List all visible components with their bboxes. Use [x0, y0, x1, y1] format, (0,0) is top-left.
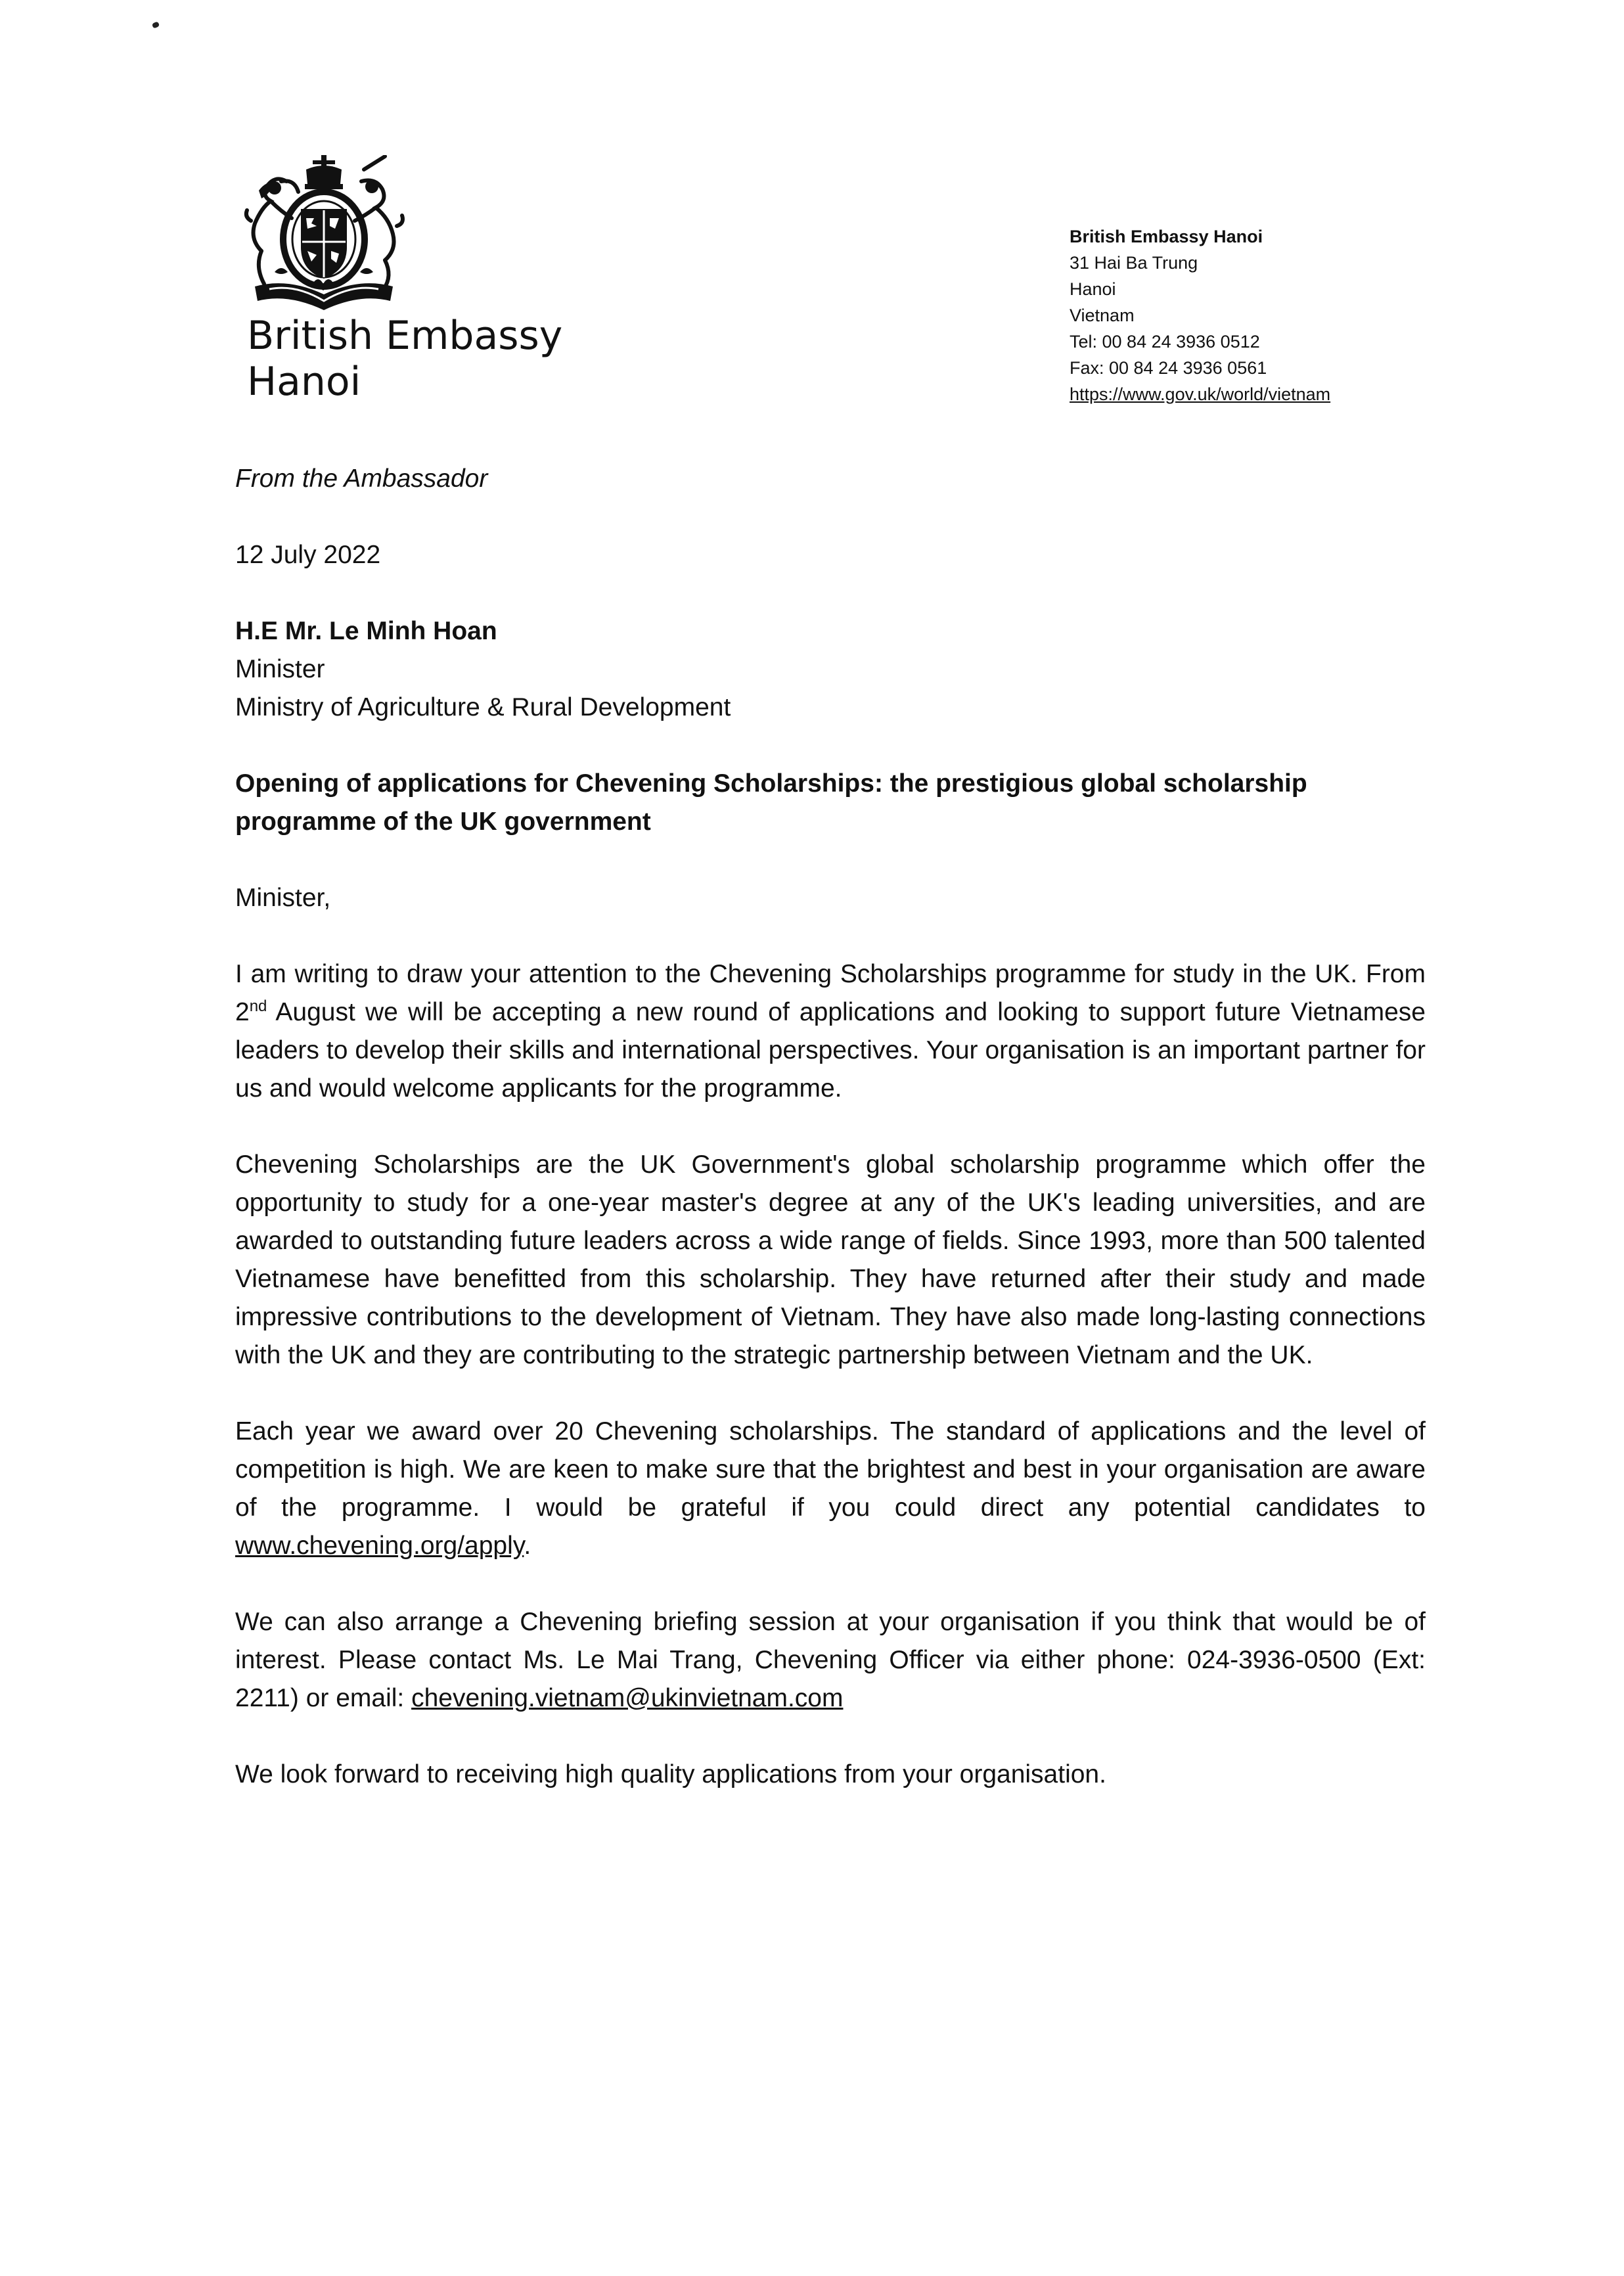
scan-speck: [152, 21, 160, 28]
address-fax: Fax: 00 84 24 3936 0561: [1070, 358, 1267, 378]
letter-date: 12 July 2022: [235, 541, 381, 569]
paragraph-3-after: .: [524, 1532, 531, 1560]
address-country: Vietnam: [1070, 306, 1135, 325]
letter-body: [235, 460, 1426, 1832]
embassy-address: [1070, 223, 1330, 407]
embassy-name-line2: Hanoi: [247, 359, 361, 405]
paragraph-1-superscript: nd: [249, 997, 267, 1015]
embassy-name: [247, 313, 562, 405]
letter-subject: Opening of applications for Chevening Scholarships: the prestigious global scholarship programme of the UK government: [235, 769, 1307, 836]
paragraph-4-before: We can also arrange a Chevening briefing session at your organisation if you think that would be of interest. Please contact Ms. Le Mai Trang, Chevening Officer via either phone: 024-3936-0500 (Ext: 2211) or email:: [235, 1608, 1426, 1712]
address-street: 31 Hai Ba Trung: [1070, 253, 1198, 273]
paragraph-1-before: I am writing to draw your attention to the Chevening Scholarships programme for study in the UK. From 2: [235, 960, 1426, 1026]
royal-coat-of-arms-icon: [235, 155, 413, 319]
letter-salutation: Minister,: [235, 884, 331, 912]
recipient-name: H.E Mr. Le Minh Hoan: [235, 617, 497, 645]
address-title: British Embassy Hanoi: [1070, 227, 1263, 246]
paragraph-1-after: August we will be accepting a new round of applications and looking to support future Vietnamese leaders to develop their skills and international perspectives. Your organisation is an important partner for us and would welcome applicants for the programme.: [235, 998, 1426, 1103]
paragraph-3-before: Each year we award over 20 Chevening scholarships. The standard of applications and the level of competition is high. We are keen to make sure that the brightest and best in your organisation are aware of the programme. I would be grateful if you could direct any potential candidates to: [235, 1417, 1426, 1522]
paragraph-3: [235, 1413, 1426, 1565]
recipient-organisation: Ministry of Agriculture & Rural Development: [235, 693, 731, 721]
letter-recipient: [235, 612, 1426, 727]
address-website-link[interactable]: https://www.gov.uk/world/vietnam: [1070, 384, 1331, 404]
address-tel: Tel: 00 84 24 3936 0512: [1070, 332, 1260, 352]
paragraph-1: [235, 955, 1426, 1108]
chevening-email-link[interactable]: chevening.vietnam@ukinvietnam.com: [411, 1684, 844, 1712]
chevening-apply-link[interactable]: www.chevening.org/apply: [235, 1532, 524, 1560]
address-city: Hanoi: [1070, 279, 1116, 299]
letter-from: From the Ambassador: [235, 465, 488, 493]
embassy-name-line1: British Embassy: [247, 313, 563, 359]
paragraph-2: Chevening Scholarships are the UK Government's global scholarship programme which offer the opportunity to study for a one-year master's degree at any of the UK's leading universities, and are awarded to outstanding future leaders across a wide range of fields. Since 1993, more than 500 talented Vietnamese have benefitted from this scholarship. They have returned after their study and made impressive contributions to the development of Vietnam. They have also made long-lasting connections with the UK and they are contributing to the strategic partnership between Vietnam and the UK.: [235, 1150, 1426, 1369]
paragraph-4: [235, 1603, 1426, 1718]
paragraph-5: We look forward to receiving high quality applications from your organisation.: [235, 1760, 1106, 1788]
recipient-title: Minister: [235, 655, 325, 683]
